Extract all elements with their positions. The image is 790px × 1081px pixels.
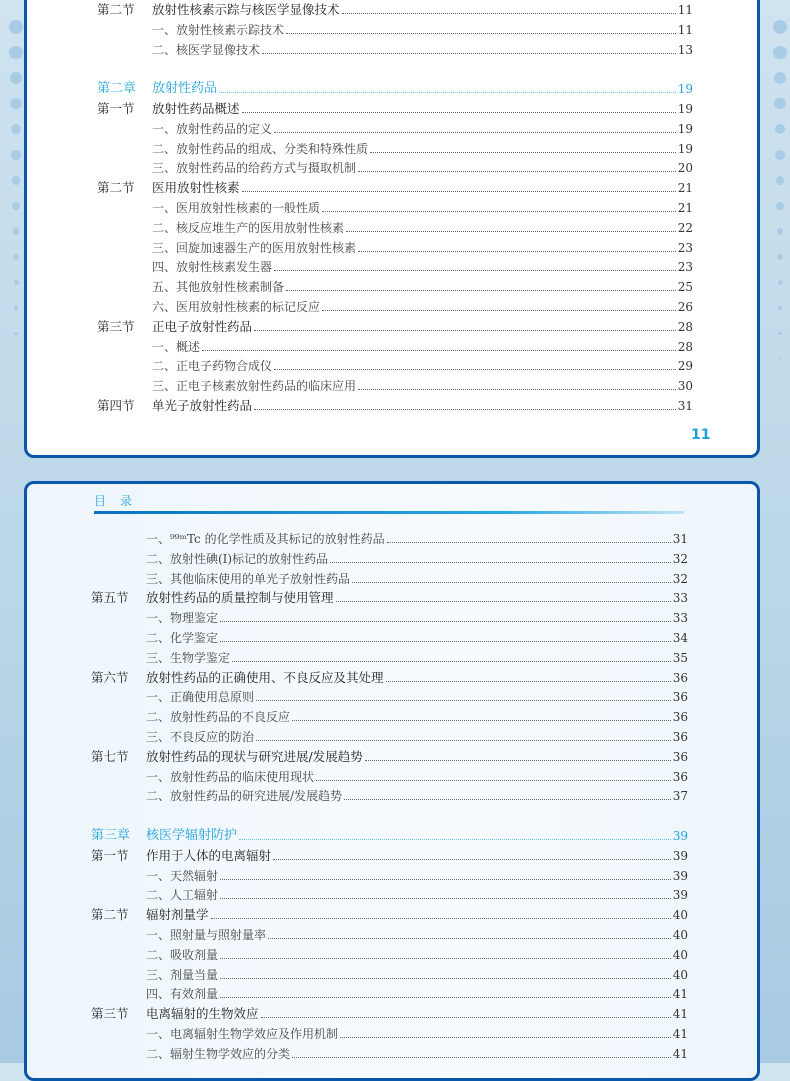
item-title: 一、放射性核素示踪技术 (152, 22, 285, 37)
toc-item-row[interactable] (146, 966, 688, 984)
page-ref: 36 (672, 730, 688, 744)
header-rule (94, 511, 684, 514)
decorative-dot (15, 358, 17, 360)
toc-item-row[interactable] (146, 946, 688, 964)
item-title: 二、正电子药物合成仪 (152, 359, 273, 374)
toc-item-row[interactable] (152, 199, 693, 217)
item-title: 二、人工辐射 (146, 888, 219, 903)
decorative-dot (14, 332, 17, 335)
section-title: 放射性药品的现状与研究进展/发展趋势 (146, 748, 363, 764)
item-title: 二、辐射生物学效应的分类 (146, 1046, 291, 1061)
page-ref: 25 (677, 280, 693, 295)
item-title: 一、电离辐射生物学效应及作用机制 (146, 1027, 339, 1041)
dot-leader (256, 700, 671, 701)
dot-leader (370, 152, 676, 153)
page-ref: 37 (672, 789, 688, 804)
toc-item-row[interactable] (146, 886, 688, 904)
toc-item-row[interactable] (146, 649, 688, 667)
page-ref: 32 (672, 551, 688, 566)
decorative-dot (10, 98, 21, 109)
toc-item-row[interactable] (152, 298, 693, 316)
dot-leader (262, 53, 676, 54)
page-ref: 11 (677, 3, 693, 17)
dot-leader (352, 582, 671, 583)
page-ref: 31 (672, 532, 688, 546)
toc-section-row[interactable] (91, 847, 688, 865)
page-ref: 21 (677, 181, 693, 196)
dot-leader (316, 780, 671, 781)
page-ref: 23 (677, 240, 693, 255)
toc-item-row[interactable] (146, 550, 688, 568)
section-title: 辐射剂量学 (146, 907, 209, 923)
page-ref: 32 (672, 571, 688, 586)
item-title: 二、核医学显像技术 (152, 42, 261, 57)
dot-leader (219, 92, 676, 93)
dot-leader (274, 270, 676, 271)
section-label: 第三节 (91, 1006, 129, 1022)
page-ref: 26 (677, 300, 693, 314)
toc-item-row[interactable] (146, 530, 688, 548)
toc-section-row[interactable] (97, 397, 693, 415)
toc-item-row[interactable] (152, 278, 693, 296)
decorative-dot (12, 176, 21, 185)
decorative-dot (773, 46, 786, 59)
item-title: 一、正确使用总原则 (146, 690, 255, 705)
toc-chapter-row[interactable] (97, 80, 693, 98)
decorative-dot (778, 280, 783, 285)
page-ref: 28 (677, 319, 693, 334)
section-title: 电离辐射的生物效应 (146, 1006, 259, 1022)
dot-leader (256, 740, 671, 741)
decorative-dot (774, 98, 785, 109)
toc-item-row[interactable] (152, 140, 693, 158)
decorative-dot (774, 72, 786, 84)
toc-item-row[interactable] (152, 159, 693, 177)
toc-item-row[interactable] (152, 41, 693, 59)
page-ref: 39 (672, 868, 688, 883)
item-title: 二、核反应堆生产的医用放射性核素 (152, 220, 345, 235)
page-ref: 13 (677, 42, 693, 57)
section-title: 医用放射性核素 (152, 180, 240, 196)
item-title: 二、放射性药品的组成、分类和特殊性质 (152, 141, 369, 156)
section-label: 第一节 (91, 847, 129, 863)
section-title: 正电子放射性药品 (152, 318, 253, 334)
page-ref: 36 (672, 670, 688, 685)
dot-leader (220, 997, 671, 998)
page-ref: 22 (677, 220, 693, 235)
decorative-dot (776, 202, 784, 210)
dot-leader (358, 251, 676, 252)
dot-leader (336, 601, 671, 602)
dot-leader (211, 918, 671, 919)
section-label: 第二节 (91, 907, 129, 923)
decorative-dot (773, 20, 787, 34)
toc-section-row[interactable] (91, 589, 688, 607)
chapter-title: 放射性药品 (152, 81, 218, 97)
toc-item-row[interactable] (146, 1025, 688, 1043)
item-title: 一、医用放射性核素的一般性质 (152, 201, 321, 215)
decorative-dot (777, 228, 784, 235)
page-ref: 40 (672, 928, 688, 942)
dot-leader (358, 389, 676, 390)
dot-leader (292, 720, 671, 721)
section-title: 作用于人体的电离辐射 (146, 847, 272, 863)
item-title: 一、照射量与照射量率 (146, 928, 267, 942)
dot-leader (340, 1037, 671, 1038)
dot-leader (286, 290, 676, 291)
item-title: 三、回旋加速器生产的医用放射性核素 (152, 240, 357, 255)
toc-section-row[interactable] (97, 1, 693, 19)
chapter-label: 第二章 (97, 81, 137, 97)
page-ref: 19 (677, 102, 693, 116)
toc-item-row[interactable] (146, 708, 688, 726)
toc-item-row[interactable] (146, 867, 688, 885)
section-label: 第六节 (91, 669, 129, 685)
section-title: 放射性药品的正确使用、不良反应及其处理 (146, 669, 384, 685)
dot-leader (261, 1017, 671, 1018)
decorative-dot (14, 280, 19, 285)
page-ref: 40 (672, 947, 688, 962)
toc-section-row[interactable] (91, 748, 688, 766)
toc-section-row[interactable] (97, 179, 693, 197)
dot-leader (292, 1057, 671, 1058)
toc-item-row[interactable] (152, 258, 693, 276)
page-ref: 40 (672, 908, 688, 923)
item-title: 六、医用放射性核素的标记反应 (152, 300, 321, 314)
page-ref: 20 (677, 161, 693, 176)
decorative-dot (13, 228, 20, 235)
toc-item-row[interactable] (146, 985, 688, 1003)
item-title: 四、有效剂量 (146, 987, 219, 1002)
page-ref: 41 (672, 1046, 688, 1061)
decorative-dot (9, 46, 22, 59)
item-title: 五、其他放射性核素制备 (152, 280, 285, 295)
toc-item-row[interactable] (146, 728, 688, 746)
item-title: 一、放射性药品的临床使用现状 (146, 769, 315, 784)
page-ref: 19 (677, 121, 693, 136)
toc-section-row[interactable] (97, 318, 693, 336)
page-number: 11 (691, 427, 711, 443)
chapter-label: 第三章 (91, 828, 131, 843)
dot-leader (387, 542, 671, 543)
toc-item-row[interactable] (146, 609, 688, 627)
dot-leader (220, 621, 671, 622)
item-title: 四、放射性核素发生器 (152, 260, 273, 275)
toc-section-row[interactable] (91, 906, 688, 924)
page-ref: 28 (677, 339, 693, 354)
section-label: 第五节 (91, 590, 129, 606)
section-label: 第四节 (97, 398, 135, 413)
decorative-dot (776, 176, 785, 185)
decorative-dot (11, 150, 21, 160)
toc-chapter-row[interactable] (91, 827, 688, 845)
dot-leader (274, 369, 676, 370)
dot-leader (220, 879, 671, 880)
item-title: 二、放射性药品的不良反应 (146, 710, 291, 725)
section-label: 第三节 (97, 318, 135, 334)
decorative-dot (13, 254, 19, 260)
section-title: 放射性药品的质量控制与使用管理 (146, 590, 334, 606)
decorative-dot (775, 124, 785, 134)
page-ref: 23 (677, 260, 693, 275)
section-title: 放射性药品概述 (152, 101, 240, 116)
toc-section-row[interactable] (97, 100, 693, 118)
item-title: 三、其他临床使用的单光子放射性药品 (146, 571, 351, 586)
toc-item-row[interactable] (152, 21, 693, 39)
item-title: 一、概述 (152, 339, 201, 354)
dot-leader (274, 132, 676, 133)
toc-item-row[interactable] (146, 629, 688, 647)
section-label: 第二节 (97, 180, 135, 196)
item-title: 二、放射性药品的研究进展/发展趋势 (146, 789, 343, 804)
item-title: 二、放射性碘(I)标记的放射性药品 (146, 551, 329, 566)
dot-leader (322, 310, 676, 311)
dot-leader (220, 978, 671, 979)
toc-item-row[interactable] (152, 239, 693, 257)
dot-leader (202, 350, 676, 351)
dot-leader (254, 409, 676, 410)
page-ref: 36 (672, 749, 688, 764)
dot-leader (286, 33, 676, 34)
page-ref: 19 (677, 141, 693, 156)
decorative-dot (775, 150, 785, 160)
page-ref: 31 (677, 399, 693, 413)
page-ref: 35 (672, 650, 688, 665)
section-title: 放射性核素示踪与核医学显像技术 (152, 2, 340, 17)
toc-item-row[interactable] (146, 787, 688, 805)
page-ref: 33 (672, 611, 688, 626)
toc-header: 目录 (94, 494, 147, 508)
dot-leader (242, 112, 676, 113)
decorative-dot (12, 202, 20, 210)
page-ref: 36 (672, 690, 688, 705)
page-ref: 30 (677, 379, 693, 394)
toc-item-row[interactable] (152, 120, 693, 138)
page-ref: 34 (672, 631, 688, 645)
page-ref: 11 (677, 22, 693, 37)
item-title: 三、生物学鉴定 (146, 650, 231, 665)
item-title: 三、不良反应的防治 (146, 730, 255, 744)
toc-item-row[interactable] (152, 357, 693, 375)
page-ref: 39 (672, 829, 688, 843)
page-ref: 41 (672, 1007, 688, 1022)
dot-leader (242, 191, 676, 192)
page-ref: 40 (672, 967, 688, 982)
toc-item-row[interactable] (152, 338, 693, 356)
toc-page-11 (24, 0, 760, 458)
decorative-dot (779, 358, 781, 360)
dot-leader (268, 938, 671, 939)
dot-leader (342, 13, 676, 14)
dot-leader (254, 330, 676, 331)
item-title: 三、正电子核素放射性药品的临床应用 (152, 379, 357, 394)
page-ref: 19 (677, 82, 693, 97)
dot-leader (220, 641, 671, 642)
toc-item-row[interactable] (146, 1045, 688, 1063)
decorative-dot (14, 306, 18, 310)
toc-item-row[interactable] (152, 377, 693, 395)
toc-item-row[interactable] (146, 926, 688, 944)
page-ref: 41 (672, 1027, 688, 1041)
dot-leader (358, 171, 676, 172)
page-ref: 21 (677, 201, 693, 215)
decorative-dot (11, 124, 21, 134)
item-title: 二、吸收剂量 (146, 947, 219, 962)
decorative-dot (9, 20, 23, 34)
chapter-title: 核医学辐射防护 (146, 828, 238, 843)
dot-leader (220, 958, 671, 959)
page-ref: 41 (672, 987, 688, 1002)
toc-item-row[interactable] (152, 219, 693, 237)
dot-leader (220, 898, 671, 899)
item-title: 三、放射性药品的给药方式与摄取机制 (152, 161, 357, 176)
dot-leader (239, 839, 671, 840)
dot-leader (344, 799, 671, 800)
decorative-dot (10, 72, 22, 84)
section-label: 第七节 (91, 748, 129, 764)
section-title: 单光子放射性药品 (152, 398, 253, 413)
item-title: 一、物理鉴定 (146, 611, 219, 626)
toc-item-row[interactable] (146, 688, 688, 706)
item-title: 三、剂量当量 (146, 967, 219, 982)
item-title: 一、天然辐射 (146, 868, 219, 883)
dot-leader (386, 681, 671, 682)
item-title: 一、⁹⁹ᵐTc 的化学性质及其标记的放射性药品 (146, 532, 385, 546)
page-ref: 36 (672, 769, 688, 784)
section-label: 第二节 (97, 2, 135, 17)
decorative-dot (778, 306, 782, 310)
item-title: 二、化学鉴定 (146, 631, 219, 645)
page-ref: 39 (672, 848, 688, 863)
page-ref: 29 (677, 359, 693, 374)
toc-section-row[interactable] (91, 669, 688, 687)
dot-leader (273, 859, 671, 860)
decorative-dot (777, 254, 783, 260)
page-ref: 33 (672, 591, 688, 606)
page-ref: 39 (672, 888, 688, 903)
toc-section-row[interactable] (91, 1005, 688, 1023)
dot-leader (330, 562, 671, 563)
dot-leader (365, 760, 671, 761)
toc-item-row[interactable] (146, 768, 688, 786)
right-decoration (766, 0, 790, 380)
section-label: 第一节 (97, 101, 135, 116)
toc-page-12 (24, 481, 760, 1081)
dot-leader (346, 231, 676, 232)
item-title: 一、放射性药品的定义 (152, 121, 273, 136)
toc-item-row[interactable] (146, 570, 688, 588)
dot-leader (232, 661, 671, 662)
decorative-dot (778, 332, 781, 335)
dot-leader (322, 211, 676, 212)
page-ref: 36 (672, 710, 688, 725)
